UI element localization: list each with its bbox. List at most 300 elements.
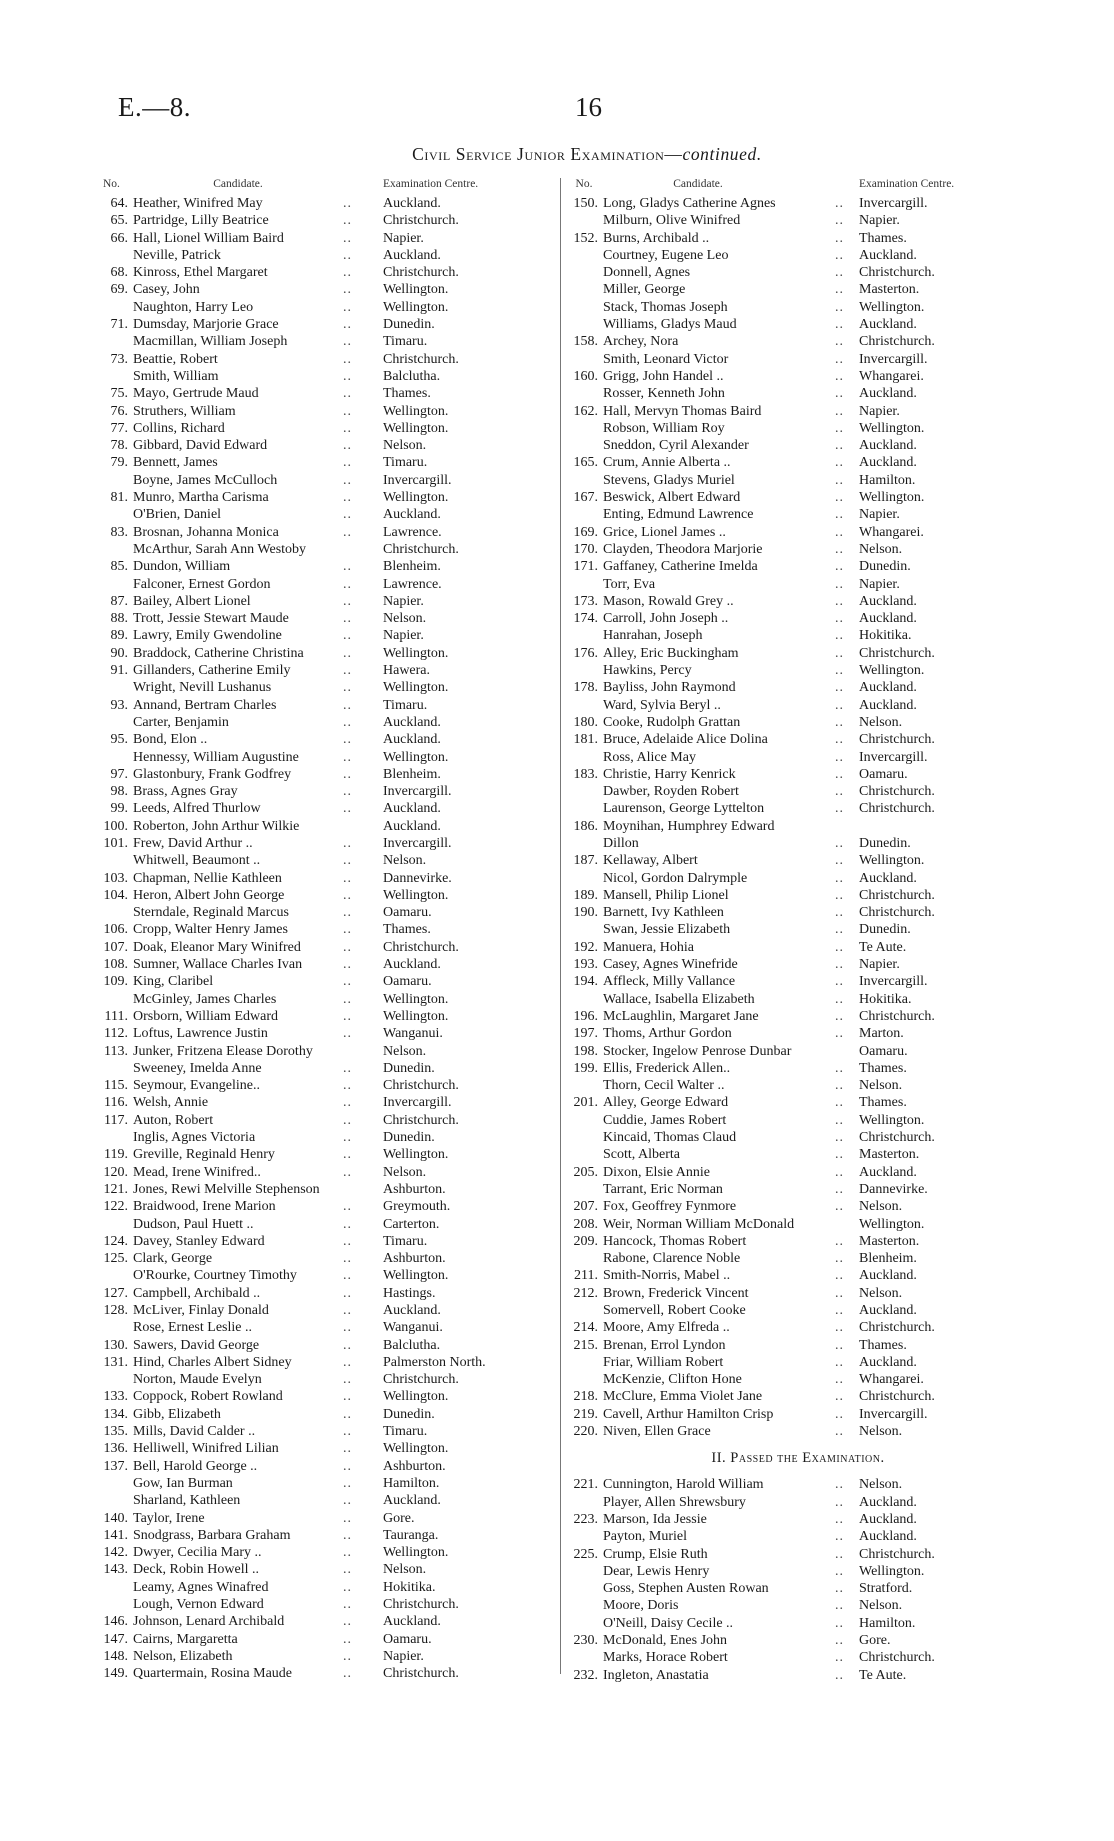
candidate-row <box>95 316 550 333</box>
candidate-number: 87. <box>110 593 128 609</box>
candidate-number: 112. <box>104 1026 128 1042</box>
examination-centre: Timaru. <box>383 697 428 713</box>
leader-dots: .. <box>343 645 352 661</box>
candidate-number: 146. <box>103 1614 128 1630</box>
candidate-row <box>95 973 550 990</box>
candidate-number: 208. <box>573 1216 598 1232</box>
candidate-name: Doak, Eleanor Mary Winifred <box>133 939 301 955</box>
candidate-number: 218. <box>573 1389 598 1405</box>
candidate-number: 111. <box>104 1008 128 1024</box>
leader-dots: .. <box>343 1251 352 1267</box>
examination-centre: Wellington. <box>859 1216 925 1232</box>
leader-dots: .. <box>835 1650 844 1666</box>
candidate-row <box>565 818 1011 835</box>
candidate-name: Cuddie, James Robert <box>603 1112 727 1128</box>
candidate-name: Mayo, Gertrude Maud <box>133 386 259 402</box>
candidate-row <box>95 887 550 904</box>
header-candidate: Candidate. <box>213 178 263 190</box>
candidate-row <box>565 835 1011 852</box>
examination-centre: Auckland. <box>859 1354 917 1370</box>
candidate-row <box>95 1008 550 1025</box>
candidate-name: Kinross, Ethel Margaret <box>133 265 268 281</box>
candidate-row <box>565 1667 1011 1684</box>
leader-dots: .. <box>835 1406 844 1422</box>
candidate-name: Kellaway, Albert <box>603 853 698 869</box>
candidate-name: Deck, Robin Howell .. <box>133 1562 259 1578</box>
leader-dots: .. <box>343 472 352 488</box>
examination-centre: Wellington. <box>383 680 449 696</box>
candidate-row <box>95 766 550 783</box>
leader-dots: .. <box>835 957 844 973</box>
examination-centre: Wellington. <box>383 1008 449 1024</box>
candidate-name: Junker, Fritzena Elease Dorothy <box>133 1043 313 1059</box>
leader-dots: .. <box>835 1285 844 1301</box>
examination-centre: Dannevirke. <box>859 1181 928 1197</box>
leader-dots: .. <box>343 1424 352 1440</box>
leader-dots: .. <box>343 991 352 1007</box>
candidate-name: McGinley, James Charles <box>133 991 277 1007</box>
candidate-name: Thorn, Cecil Walter .. <box>603 1078 725 1094</box>
examination-centre: Auckland. <box>859 697 917 713</box>
candidate-name: Orsborn, William Edward <box>133 1008 278 1024</box>
leader-dots: .. <box>835 1667 844 1683</box>
leader-dots: .. <box>343 1268 352 1284</box>
candidate-number: 230. <box>573 1633 598 1649</box>
candidate-row <box>565 506 1011 523</box>
leader-dots: .. <box>835 1130 844 1146</box>
leader-dots: .. <box>343 1112 352 1128</box>
candidate-name: Campbell, Archibald .. <box>133 1285 261 1301</box>
examination-centre: Auckland. <box>859 1268 917 1284</box>
candidate-name: Sawers, David George <box>133 1337 260 1353</box>
candidate-number: 196. <box>573 1008 598 1024</box>
candidate-row <box>95 1250 550 1267</box>
candidate-name: Grice, Lionel James .. <box>603 524 726 540</box>
candidate-name: Struthers, William <box>133 403 236 419</box>
candidate-row <box>565 1112 1011 1129</box>
examination-centre: Invercargill. <box>859 749 928 765</box>
leader-dots: .. <box>835 732 844 748</box>
candidate-name: Weir, Norman William McDonald <box>603 1216 795 1232</box>
candidate-row <box>565 1615 1011 1632</box>
leader-dots: .. <box>343 317 352 333</box>
candidate-name: McDonald, Enes John <box>603 1633 728 1649</box>
leader-dots: .. <box>343 386 352 402</box>
leader-dots: .. <box>343 784 352 800</box>
examination-centre: Nelson. <box>859 1285 903 1301</box>
examination-centre: Wellington. <box>383 645 449 661</box>
candidate-row <box>565 1060 1011 1077</box>
candidate-number: 68. <box>110 265 128 281</box>
candidate-number: 215. <box>573 1337 598 1353</box>
candidate-row <box>565 852 1011 869</box>
examination-centre: Wellington. <box>383 1268 449 1284</box>
examination-centre: Auckland. <box>859 1164 917 1180</box>
candidate-name: Thoms, Arthur Gordon <box>603 1026 732 1042</box>
candidate-number: 211. <box>574 1268 598 1284</box>
leader-dots: .. <box>835 1615 844 1631</box>
examination-centre: Nelson. <box>859 714 903 730</box>
candidate-name: Heather, Winifred May <box>133 196 263 211</box>
leader-dots: .. <box>835 1078 844 1094</box>
candidate-name: Beattie, Robert <box>133 351 218 367</box>
right-candidate-list <box>565 195 1011 1440</box>
leader-dots: .. <box>835 368 844 384</box>
page-number: 16 <box>575 92 602 122</box>
leader-dots: .. <box>343 628 352 644</box>
leader-dots: .. <box>835 1303 844 1318</box>
candidate-name: Cunnington, Harold William <box>603 1477 764 1493</box>
leader-dots: .. <box>343 299 352 315</box>
candidate-name: Cropp, Walter Henry James <box>133 922 288 938</box>
candidate-row <box>565 524 1011 541</box>
examination-centre: Hastings. <box>383 1285 436 1301</box>
leader-dots: .. <box>343 1648 352 1664</box>
candidate-row <box>95 299 550 316</box>
leader-dots: .. <box>835 663 844 679</box>
examination-centre: Auckland. <box>859 1494 917 1510</box>
candidate-row <box>565 939 1011 956</box>
examination-centre: Whangarei. <box>859 368 924 384</box>
title-main: Civil Service Junior Examination— <box>412 144 683 164</box>
page-header <box>0 92 1114 132</box>
candidate-number: 143. <box>103 1562 128 1578</box>
examination-centre: Auckland. <box>383 714 441 730</box>
leader-dots: .. <box>343 611 352 627</box>
examination-centre: Timaru. <box>383 455 428 471</box>
leader-dots: .. <box>343 1406 352 1422</box>
candidate-name: Archey, Nora <box>603 334 679 350</box>
candidate-name: Annand, Bertram Charles <box>133 697 277 713</box>
leader-dots: .. <box>835 1354 844 1370</box>
leader-dots: .. <box>835 611 844 627</box>
examination-centre: Auckland. <box>859 317 917 333</box>
candidate-row <box>95 1112 550 1129</box>
leader-dots: .. <box>343 1579 352 1595</box>
candidate-row <box>565 1077 1011 1094</box>
candidate-row <box>565 593 1011 610</box>
examination-centre: Auckland. <box>859 870 917 886</box>
candidate-number: 212. <box>573 1285 598 1301</box>
leader-dots: .. <box>343 1389 352 1405</box>
candidate-number: 115. <box>104 1078 128 1094</box>
candidate-number: 189. <box>573 887 598 903</box>
examination-centre: Wellington. <box>859 490 925 506</box>
candidate-number: 201. <box>573 1095 598 1111</box>
leader-dots: .. <box>835 1320 844 1336</box>
candidate-number: 122. <box>103 1199 128 1215</box>
leader-dots: .. <box>343 1666 352 1682</box>
candidate-row <box>95 593 550 610</box>
candidate-row <box>95 1648 550 1665</box>
examination-centre: Wellington. <box>859 663 925 679</box>
candidate-row <box>565 800 1011 817</box>
leader-dots: .. <box>835 265 844 281</box>
candidate-row <box>95 489 550 506</box>
candidate-row <box>565 541 1011 558</box>
leader-dots: .. <box>835 455 844 471</box>
leader-dots: .. <box>835 749 844 765</box>
candidate-name: Donnell, Agnes <box>603 265 691 281</box>
examination-centre: Nelson. <box>383 611 427 627</box>
examination-centre: Christchurch. <box>383 1112 459 1128</box>
examination-centre: Hamilton. <box>383 1475 440 1491</box>
examination-centre: Napier. <box>859 213 900 229</box>
candidate-number: 91. <box>110 663 128 679</box>
examination-centre: Wellington. <box>383 299 449 315</box>
candidate-row <box>565 1146 1011 1163</box>
candidate-number: 120. <box>103 1164 128 1180</box>
candidate-number: 160. <box>573 368 598 384</box>
candidate-number: 221. <box>573 1477 598 1493</box>
leader-dots: .. <box>343 507 352 523</box>
candidate-number: 108. <box>103 957 128 973</box>
candidate-name: Dear, Lewis Henry <box>603 1563 710 1579</box>
leader-dots: .. <box>343 1441 352 1457</box>
candidate-row <box>95 662 550 679</box>
candidate-row <box>565 1337 1011 1354</box>
leader-dots: .. <box>343 524 352 540</box>
leader-dots: .. <box>835 247 844 263</box>
leader-dots: .. <box>343 905 352 921</box>
examination-centre: Auckland. <box>383 507 441 523</box>
candidate-name: McLiver, Finlay Donald <box>133 1303 269 1318</box>
examination-centre: Wellington. <box>383 420 449 436</box>
candidate-name: Mead, Irene Winifred.. <box>133 1164 261 1180</box>
examination-centre: Hamilton. <box>859 1615 916 1631</box>
examination-centre: Auckland. <box>859 593 917 609</box>
examination-centre: Auckland. <box>859 438 917 454</box>
candidate-name: Sterndale, Reginald Marcus <box>133 905 289 921</box>
candidate-name: Crump, Elsie Ruth <box>603 1546 708 1562</box>
candidate-row <box>565 714 1011 731</box>
candidate-name: Alley, George Edward <box>603 1095 729 1111</box>
candidate-number: 207. <box>573 1199 598 1215</box>
leader-dots: .. <box>343 1493 352 1509</box>
leader-dots: .. <box>835 870 844 886</box>
candidate-row <box>565 697 1011 714</box>
candidate-name: Smith, Leonard Victor <box>603 351 729 367</box>
candidate-row <box>95 835 550 852</box>
examination-centre: Wellington. <box>383 749 449 765</box>
candidate-row <box>565 1216 1011 1233</box>
candidate-name: Nicol, Gordon Dalrymple <box>603 870 748 886</box>
leader-dots: .. <box>835 1164 844 1180</box>
section-heading: II. Passed the Examination. <box>711 1450 885 1467</box>
leader-dots: .. <box>343 1147 352 1163</box>
candidate-row <box>95 1544 550 1561</box>
candidate-number: 90. <box>110 645 128 661</box>
examination-centre: Auckland. <box>383 1614 441 1630</box>
candidate-number: 193. <box>573 957 598 973</box>
examination-centre: Wellington. <box>859 1112 925 1128</box>
candidate-number: 197. <box>573 1026 598 1042</box>
candidate-number: 103. <box>103 870 128 886</box>
leader-dots: .. <box>835 334 844 350</box>
leader-dots: .. <box>343 1631 352 1647</box>
leader-dots: .. <box>343 351 352 367</box>
leader-dots: .. <box>343 1597 352 1613</box>
candidate-name: Nelson, Elizabeth <box>133 1648 233 1664</box>
examination-centre: Christchurch. <box>859 801 935 817</box>
leader-dots: .. <box>835 1199 844 1215</box>
candidate-row <box>565 403 1011 420</box>
candidate-name: Friar, William Robert <box>603 1354 724 1370</box>
leader-dots: .. <box>835 420 844 436</box>
candidate-row <box>565 368 1011 385</box>
examination-centre: Wellington. <box>383 1147 449 1163</box>
leader-dots: .. <box>343 974 352 990</box>
candidate-name: Gillanders, Catherine Emily <box>133 663 291 679</box>
examination-centre: Nelson. <box>859 541 903 557</box>
candidate-number: 150. <box>573 196 598 211</box>
candidate-row <box>95 247 550 264</box>
candidate-name: Bruce, Adelaide Alice Dolina <box>603 732 768 748</box>
leader-dots: .. <box>343 749 352 765</box>
examination-centre: Dunedin. <box>383 1130 435 1146</box>
leader-dots: .. <box>343 1303 352 1318</box>
examination-centre: Auckland. <box>383 801 441 817</box>
candidate-name: Tarrant, Eric Norman <box>603 1181 723 1197</box>
candidate-row <box>565 247 1011 264</box>
candidate-name: Milburn, Olive Winifred <box>603 213 741 229</box>
leader-dots: .. <box>835 784 844 800</box>
candidate-row <box>565 662 1011 679</box>
examination-centre: Ashburton. <box>383 1251 446 1267</box>
leader-dots: .. <box>343 593 352 609</box>
candidate-name: Kincaid, Thomas Claud <box>603 1130 737 1146</box>
candidate-name: Brown, Frederick Vincent <box>603 1285 749 1301</box>
candidate-row <box>565 1025 1011 1042</box>
candidate-row <box>95 852 550 869</box>
candidate-name: Bell, Harold George .. <box>133 1458 258 1474</box>
examination-centre: Palmerston North. <box>383 1354 486 1370</box>
leader-dots: .. <box>835 403 844 419</box>
examination-centre: Thames. <box>383 922 431 938</box>
candidate-number: 133. <box>103 1389 128 1405</box>
candidate-row <box>95 1233 550 1250</box>
candidate-name: Dawber, Royden Robert <box>603 784 739 800</box>
candidate-row <box>565 870 1011 887</box>
candidate-name: Leeds, Alfred Thurlow <box>133 801 261 817</box>
leader-dots: .. <box>343 282 352 298</box>
candidate-row <box>95 558 550 575</box>
candidate-number: 66. <box>110 230 128 246</box>
candidate-number: 214. <box>573 1320 598 1336</box>
candidate-number: 180. <box>573 714 598 730</box>
candidate-name: Clayden, Theodora Marjorie <box>603 541 763 557</box>
candidate-name: Neville, Patrick <box>133 247 221 263</box>
candidate-name: Wallace, Isabella Elizabeth <box>603 991 755 1007</box>
examination-centre: Wanganui. <box>383 1026 443 1042</box>
examination-centre: Christchurch. <box>859 1130 935 1146</box>
examination-centre: Te Aute. <box>859 939 907 955</box>
candidate-row <box>565 1164 1011 1181</box>
header-no: No. <box>103 178 120 190</box>
leader-dots: .. <box>835 697 844 713</box>
examination-centre: Carterton. <box>383 1216 440 1232</box>
leader-dots: .. <box>343 334 352 350</box>
candidate-row <box>95 991 550 1008</box>
examination-centre: Christchurch. <box>383 541 459 557</box>
candidate-row <box>565 1546 1011 1563</box>
candidate-row <box>565 454 1011 471</box>
candidate-number: 100. <box>103 818 128 834</box>
examination-centre: Napier. <box>859 957 900 973</box>
leader-dots: .. <box>343 732 352 748</box>
page-title <box>0 144 1114 165</box>
candidate-name: Ward, Sylvia Beryl .. <box>603 697 721 713</box>
candidate-row <box>95 610 550 627</box>
examination-centre: Wellington. <box>383 887 449 903</box>
leader-dots: .. <box>343 1320 352 1336</box>
candidate-name: Coppock, Robert Rowland <box>133 1389 283 1405</box>
leader-dots: .. <box>343 1614 352 1630</box>
candidate-name: Bond, Elon .. <box>133 732 208 748</box>
candidate-name: Davey, Stanley Edward <box>133 1233 265 1249</box>
candidate-name: Courtney, Eugene Leo <box>603 247 729 263</box>
examination-centre: Marton. <box>859 1026 904 1042</box>
candidate-number: 71. <box>110 317 128 333</box>
candidate-name: Smith-Norris, Mabel .. <box>603 1268 731 1284</box>
candidate-name: Helliwell, Winifred Lilian <box>133 1441 279 1457</box>
left-column-header <box>95 178 550 192</box>
candidate-row <box>95 1596 550 1613</box>
leader-dots: .. <box>835 317 844 333</box>
examination-centre: Dunedin. <box>859 559 911 575</box>
candidate-row <box>565 333 1011 350</box>
candidate-number: 149. <box>103 1666 128 1682</box>
candidate-name: Affleck, Milly Vallance <box>603 974 736 990</box>
candidate-number: 119. <box>104 1147 128 1163</box>
candidate-row <box>565 1388 1011 1405</box>
leader-dots: .. <box>835 351 844 367</box>
candidate-name: Sumner, Wallace Charles Ivan <box>133 957 303 973</box>
candidate-name: Johnson, Lenard Archibald <box>133 1614 285 1630</box>
candidate-row <box>565 1563 1011 1580</box>
candidate-name: Dwyer, Cecilia Mary .. <box>133 1545 262 1561</box>
candidate-row <box>95 697 550 714</box>
candidate-name: Ross, Alice May <box>603 749 696 765</box>
candidate-number: 69. <box>110 282 128 298</box>
examination-centre: Christchurch. <box>383 351 459 367</box>
candidate-name: Ingleton, Anastatia <box>603 1667 709 1683</box>
candidate-row <box>95 1527 550 1544</box>
candidate-name: Sweeney, Imelda Anne <box>133 1060 262 1076</box>
leader-dots: .. <box>343 680 352 696</box>
candidate-name: Dudson, Paul Huett .. <box>133 1216 254 1232</box>
candidate-row <box>95 956 550 973</box>
candidate-number: 181. <box>573 732 598 748</box>
candidate-row <box>565 1129 1011 1146</box>
leader-dots: .. <box>835 1372 844 1388</box>
candidate-name: Ellis, Frederick Allen.. <box>603 1060 731 1076</box>
candidate-name: Seymour, Evangeline.. <box>133 1078 260 1094</box>
candidate-row <box>95 1060 550 1077</box>
leader-dots: .. <box>835 1060 844 1076</box>
candidate-row <box>95 1302 550 1319</box>
examination-centre: Timaru. <box>383 1233 428 1249</box>
examination-centre: Nelson. <box>859 1078 903 1094</box>
candidate-row <box>95 524 550 541</box>
examination-centre: Christchurch. <box>859 334 935 350</box>
leader-dots: .. <box>343 835 352 851</box>
candidate-name: Hennessy, William Augustine <box>133 749 299 765</box>
leader-dots: .. <box>835 559 844 575</box>
candidate-name: O'Brien, Daniel <box>133 507 222 523</box>
candidate-name: Gibbard, David Edward <box>133 438 268 454</box>
candidate-row <box>565 195 1011 212</box>
